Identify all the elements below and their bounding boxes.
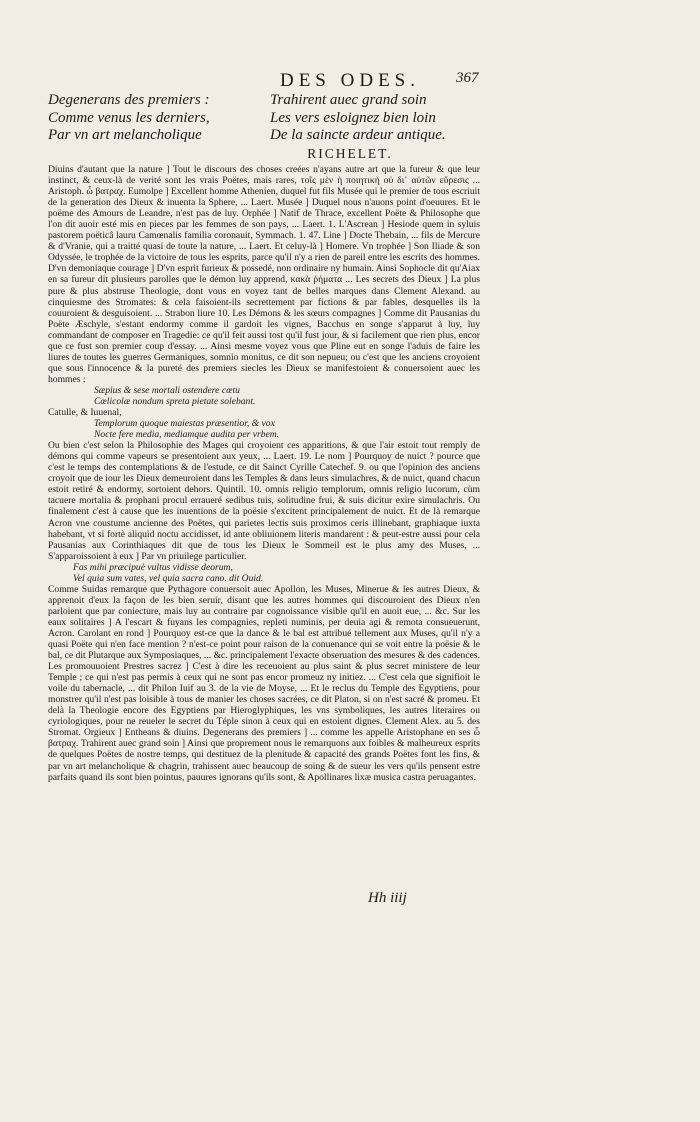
- running-head: DES ODES.: [279, 70, 420, 91]
- verse-right-column: [270, 92, 446, 145]
- verse-line: De la saincte ardeur antique.: [270, 127, 446, 143]
- commentary-paragraph: Ou bien c'est selon la Philosophie des Mages qui croyoient ces apparitions, & que l'air estoit tout remply de démons qui comme vapeurs se presentoient aux yeux, ... Laert. 19. Le nom ] Pourquoy de nuict ? pource que c'est le temps des contemplations & de l'estude, ce dit Sainct Cyrille Catechef. 9. ou que l'opinion des anciens croyoit que de iour les Dieux demeuroient dans les Temples & dans leurs simulachres, & de nuict, quand chacun estoit retiré & endormy, sortoient dehors. Quintil. 10. omnis religio templorum, omnis religio lucorum, cùm tacuere mortalia & prophani procul erraueré sedibus tuis, solitudine frui, & suis dicitur exire simulachris. Ou finalement c'est à cause que les inuentions de la poësie s'excitent principalement de nuict. Et de là remarque Acron vne coustume ancienne des Poëtes, qui parietes lectis suis proximos ceris illinebant, graphiaque iuxta habebant, vt si fortè aliquid noctu accidisset, id ante obliuionem literis mandarent : & peut-estre aussi pour cela Pausanias aux Corinthiaques dit que de tous les Dieux le Sommeil est le plus amy des Muses, ... S'apparoissoient à eux ] Par vn priuilege particulier.: [48, 440, 480, 562]
- verse-line: Les vers esloignez bien loin: [270, 109, 436, 126]
- signature-mark: Hh iiij: [368, 890, 407, 906]
- commentary-paragraph: Catulle, & Iuuenal,: [48, 407, 122, 419]
- quotation-line: Sæpius & sese mortali ostendere cœtu: [94, 384, 240, 396]
- page-number: 367: [456, 70, 479, 86]
- verse-line: Trahirent auec grand soin: [270, 92, 427, 108]
- verse-line: Par vn art melancholique: [48, 127, 202, 143]
- commentary-paragraph: Diuins d'autant que la nature ] Tout le discours des choses creées n'ayans autre art que la fureur & que leur instinct, & ceux-là de verité sont les vrais Poëtes, mais rares, τοῖς μὲν ἡ ποιητικὴ οὐ δι᾽ αὐτῶν εὕρεσις ... Aristoph. ὦ βατραχ. Eumolpe ] Excellent homme Athenien, duquel fut fils Musée qui le premier de tous escriuit de la generation des Dieux & inuenta la Sphere, ... Laert. Musée ] Duquel nous n'auons point d'oeuures. Et le poëme des Amours de Leandre, n'est pas de luy. Orphée ] Natif de Thrace, excellent Poëte & Philosophe que l'on dit auoir esté mis en pieces par les femmes de son pays, ... Laert. 1. L'Ascrean ] Hesiode quem in syluis pastorem poëticâ lauru Camœnalis familia coronauit, Symmach. 1. 47. Line ] Docte Thebain, ... fils de Mercure & d'Vranie, qui a traitté quasi de toute la nature, ... Laert. Et celuy-là ] Homere. Vn trophée ] Son Iliade & son Odyssée, le trophée de la victoire de tous les esprits, parce qu'il n'y a rien de pareil entre les escrits des hommes. D'vn demoniaque courage ] D'vn esprit furieux & possedé, non ordinaire ny humain. Ainsi Sophocle dit qu'Aiax en sa fureur dit plusieurs parolles que le démon luy apprend, κακὰ ῥήματα ... Les secrets des Dieux ] La plus pure & plus abstruse Theologie, dont vous en voyez tant de belles marques dans Clement Alexand. au cinquiesme des Stromates: & cela faisoient-ils secrettement par fictions & par fables, desquelles ils la couuroient & desguisoient. ... Strabon liure 10. Les Démons & les sœurs compagnes ] Comme dit Pausanias du Poëte Æschyle, s'estant endormy comme il gardoit les vignes, Bacchus en songe s'apparut à luy, luy commandant de composer en Tragedie: ce qu'il feit aussi tost qu'il fust jour, & si facilement que rien plus, encor que ce fust son premier coup d'essay. ... Ainsi mesme voyez vous que Pline eut en songe l'aduis de faire les liures de toutes les guerres Germaniques, somnio monitus, ce dit son nepueu; ou c'est que les anciens croyoient que sous l'innocence & la pureté des premiers siecles les Dieux se manifestoient & conuersoient auec les hommes :: [48, 164, 480, 385]
- quotation-line: Cœlicolæ nondum spreta pietate solebant.: [94, 395, 256, 407]
- verse-line: Degenerans des premiers :: [48, 92, 210, 108]
- quotation-line: Nocte fere media, mediamque audita per vrbem.: [94, 429, 280, 441]
- commentator-heading: RICHELET.: [307, 146, 393, 161]
- commentary-text: [48, 164, 480, 783]
- quotation-line: Templorum quoque maiestas præsentior, & vox: [94, 418, 275, 430]
- verse-left-column: [48, 92, 210, 145]
- quotation-line: Fas mihi præcipuè vultus vidisse deorum,: [73, 561, 233, 573]
- commentary-paragraph: Comme Suidas remarque que Pythagore conuersoit auec Apollon, les Muses, Minerue & les autres Dieux, & apprenoit d'eux la façon de les bien seruir, disant que les autres hommes qui discouroient des Dieux n'en parloient que par coniecture, mais luy au contraire par cognoissance visible qu'il en auoit eue, ... &c. Sur les eaux solitaires ] A l'escart & fuyans les compagnies, repleti numinis, per deuia agi & remota consueuerunt, Acron. Carolant en rond ] Pourquoy est-ce que la dance & le bal est attribué tellement aux Muses, qu'il n'y a quasi Poëte qui n'en face mention ? n'est-ce point pour raison de la conuenance qui se voit entre la poësie & le bal, ce dit Plutarque aux Symposiaques, ... &c. principalement l'exacte obseruation des mesures & des cadences. Les promouuoient Prestres sacrez ] C'est à dire les receuoient au plus saint & plus secret ministere de leur Temple ; ce qui n'est pas permis à ceux qui ne sont pas encor promeuz ny initiez. ... C'est cela que signifioit le voile du tabernacle, ... dit Philon Iuif au 3. de la vie de Moyse, ... Et le reclus du Temple des Egyptiens, pour monstrer qu'il n'est pas loisible à tous de manier les choses sacrées, ce dit Platon, si on n'est sacré & promeu. Et delà la Theologie encore des Egyptiens par Hieroglyphiques, les vns symboliques, les autres literaires ou cyriologiques, pour ne reueler le secret du Téple sinon à ceux qui en estoient dignes. Clement Alex. au 5. des Stromat. Orgieux ] Entheans & diuins. Degenerans des premiers ] ... comme les appelle Aristophane en ses ὦ βατραχ. Trahirent auec grand soin ] Ainsi que proprement nous le remarquons aux foibles & malheureux esprits de quelques Poëtes de nostre temps, qui destituez de la plenitude & capacité des grands Poëtes font les fins, & par vn art melancholique & chagrin, trahissent auec beaucoup de soing & de sueur les vers qu'ils pensent estre parfaits quand ils sont bien pointus, pauures ignorans qu'ils sont, & Apollinares lixæ musica castra peruagantes.: [48, 583, 480, 783]
- verse-line: Comme venus les derniers,: [48, 109, 210, 126]
- quotation-line: Vel quia sum vates, vel quia sacra cano. dit Ouid.: [73, 572, 264, 584]
